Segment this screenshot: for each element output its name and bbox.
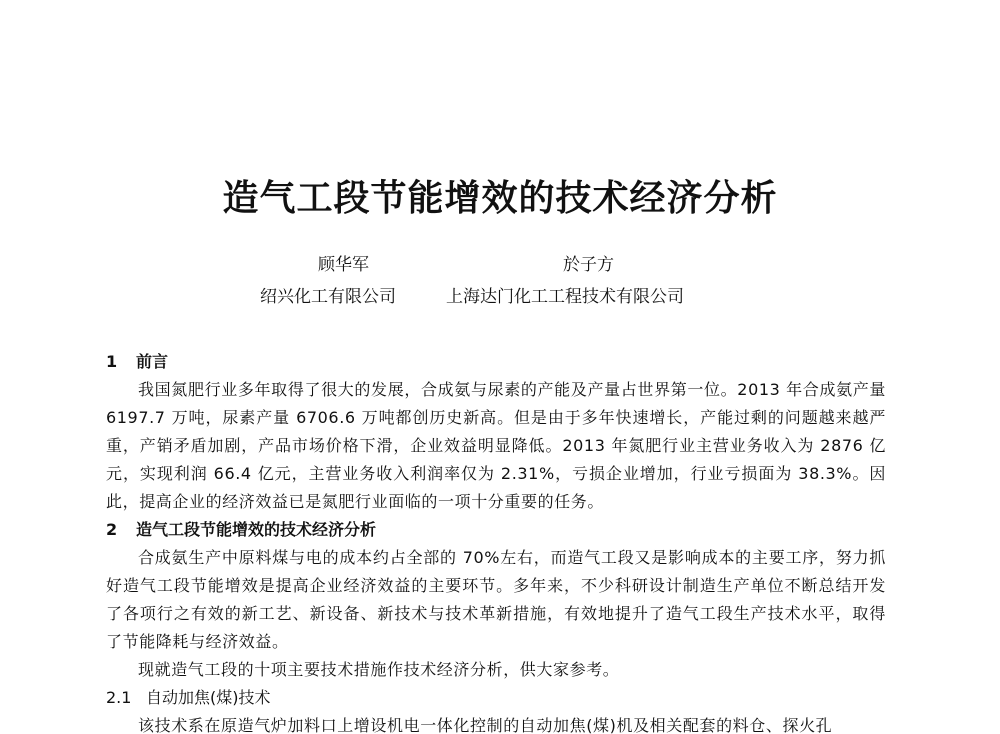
paper-body [106, 348, 886, 734]
paragraph: 该技术系在原造气炉加料口上增设机电一体化控制的自动加焦(煤)机及相关配套的料仓、探火孔 [138, 716, 833, 734]
section-title: 造气工段节能增效的技术经济分析 [136, 520, 377, 539]
section-number: 2.1 [106, 688, 132, 707]
affiliation-1: 绍兴化工有限公司 [260, 287, 396, 307]
section-number: 2 [106, 520, 118, 539]
section-heading-1 [106, 348, 886, 376]
paper-title: 造气工段节能增效的技术经济分析 [222, 178, 778, 219]
paragraph: 合成氨生产中原料煤与电的成本约占全部的 70%左右，而造气工段又是影响成本的主要工序，努力抓好造气工段节能增效是提高企业经济效益的主要环节。多年来，不少科研设计制造生产单位不断总结开发了各项行之有效的新工艺、新设备、新技术与技术革新措施，有效地提升了造气工段生产技术水平，取得了节能降耗与经济效益。 [106, 548, 886, 651]
section-heading-2 [106, 516, 886, 544]
paragraph: 我国氮肥行业多年取得了很大的发展，合成氨与尿素的产能及产量占世界第一位。2013 年合成氨产量 6197.7 万吨，尿素产量 6706.6 万吨都创历史新高。但是由于多年快速增长，产能过剩的问题越来越严重，产销矛盾加剧，产品市场价格下滑，企业效益明显降低。2013 年氮肥行业主营业务收入为 2876 亿元，实现利润 66.4 亿元，主营业务收入利润率仅为 2.31%，亏损企业增加，行业亏损面为 38.3%。因此，提高企业的经济效益已是氮肥行业面临的一项十分重要的任务。 [106, 380, 886, 511]
section-number: 1 [106, 352, 118, 371]
section-title: 前言 [136, 352, 169, 371]
affiliation-2: 上海达门化工工程技术有限公司 [446, 287, 684, 307]
section-title: 自动加焦(煤)技术 [146, 688, 271, 707]
paragraph: 现就造气工段的十项主要技术措施作技术经济分析，供大家参考。 [138, 660, 620, 679]
author-name-1: 顾华军 [318, 255, 369, 275]
author-name-2: 於子方 [563, 255, 614, 275]
subsection-heading-2-1 [106, 684, 886, 712]
